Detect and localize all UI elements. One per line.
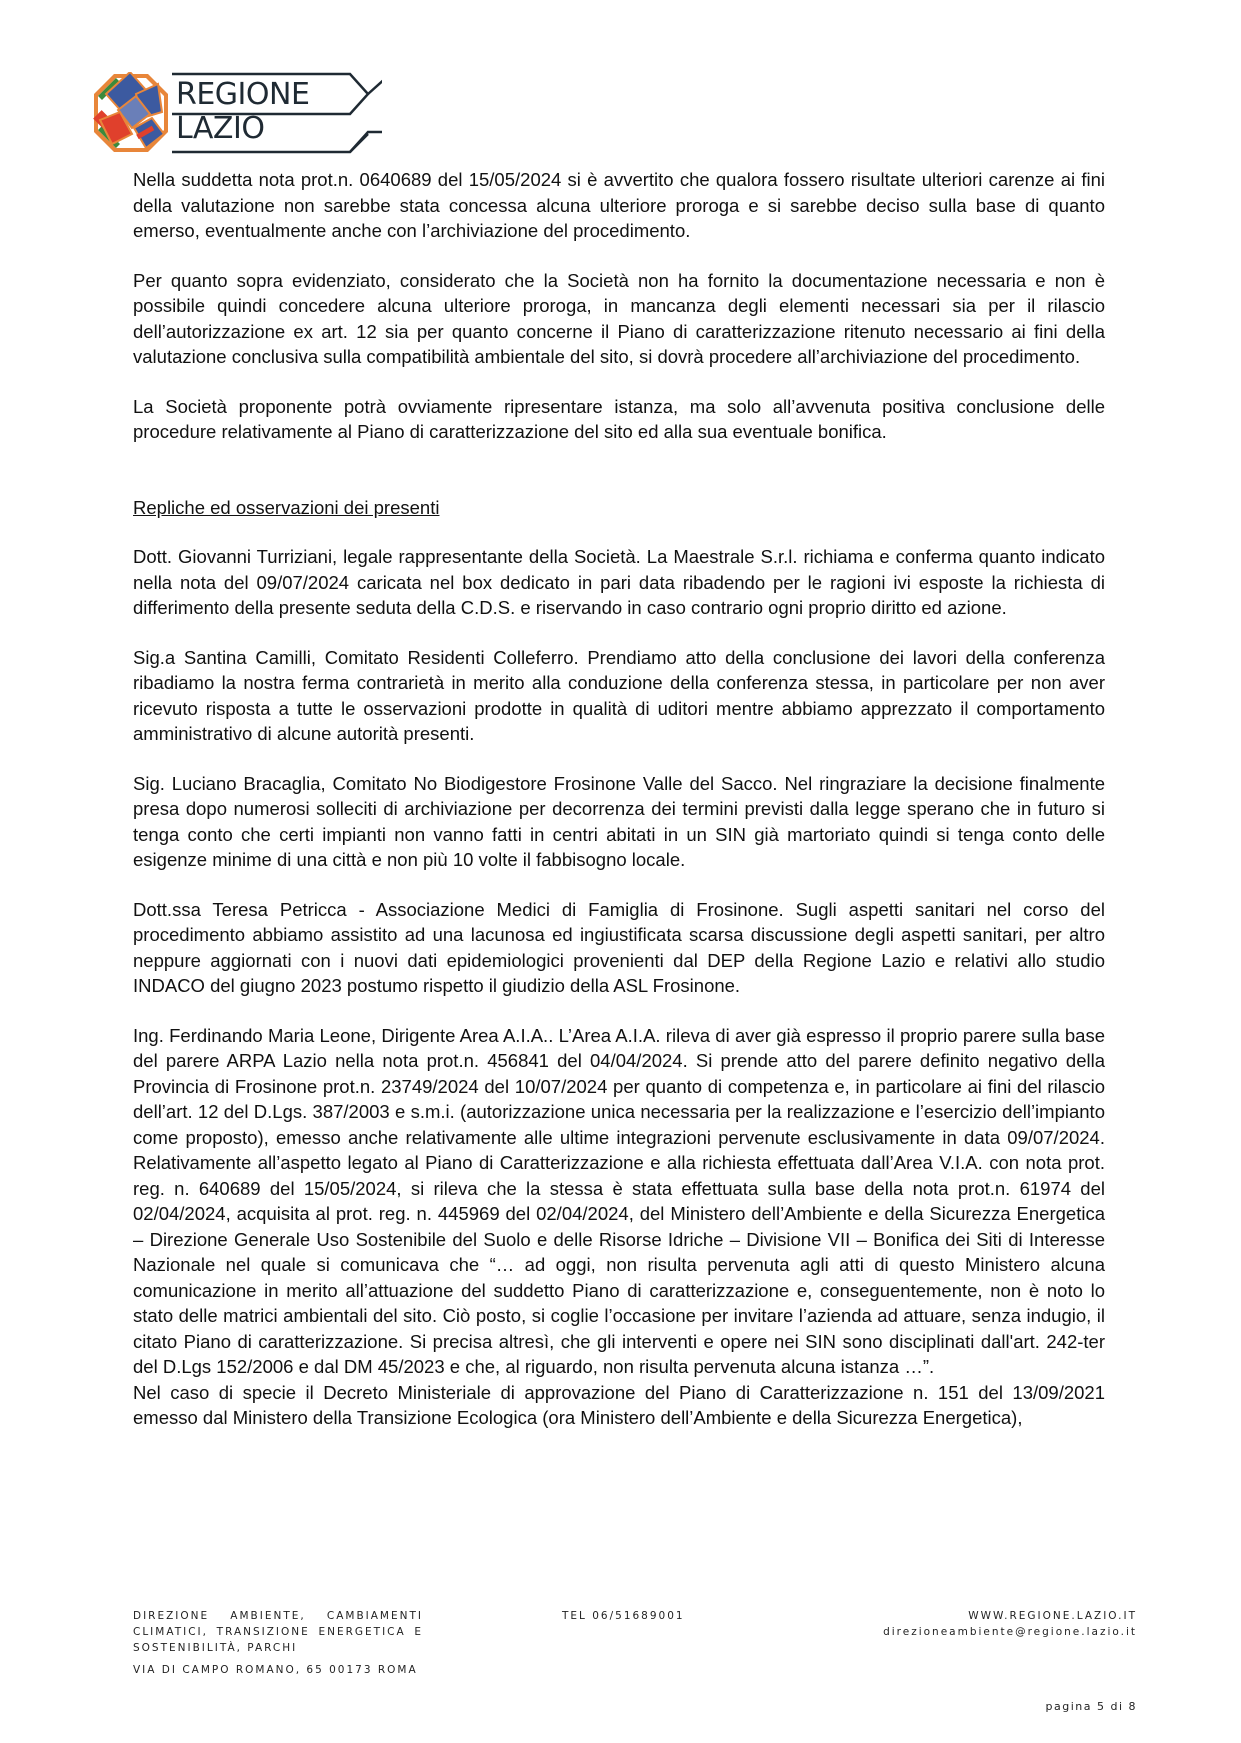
- reply-turriziani: Dott. Giovanni Turriziani, legale rappresentante della Società. La Maestrale S.r.l. richiama e conferma quanto indicato nella nota del 09/07/2024 caricata nel box dedicato in pari data ribadendo per le ragioni ivi esposte la richiesta di differimento della presente seduta della C.D.S. e riservando in caso contrario ogni proprio diritto ed azione.: [133, 546, 1105, 618]
- footer-phone: TEL 06/51689001: [562, 1610, 685, 1622]
- paragraph-1: Nella suddetta nota prot.n. 0640689 del 15/05/2024 si è avvertito che qualora fossero risultate ulteriori carenze ai fini della valutazione non sarebbe stata concessa alcuna ulteriore proroga e si sarebbe deciso sulla base di quanto emerso, eventualmente anche con l’archiviazione del procedimento.: [133, 169, 1105, 241]
- footer-department: [133, 1608, 423, 1678]
- paragraph-2: Per quanto sopra evidenziato, considerato che la Società non ha fornito la documentazione necessaria e non è possibile quindi concedere alcuna ulteriore proroga, in mancanza degli elementi necessari sia per il rilascio dell’autorizzazione ex art. 12 sia per quanto concerne il Piano di caratterizzazione ritenuto necessario ai fini della valutazione conclusiva sulla compatibilità ambientale del sito, si dovrà procedere all’archiviazione del procedimento.: [133, 269, 1105, 367]
- footer-department-name: DIREZIONE AMBIENTE, CAMBIAMENTI CLIMATICI, TRANSIZIONE ENERGETICA E SOSTENIBILITÀ, PARCHI: [133, 1610, 423, 1654]
- header-logo: [92, 72, 392, 154]
- regione-lazio-emblem-icon: [92, 72, 170, 154]
- reply-leone: Ing. Ferdinando Maria Leone, Dirigente Area A.I.A.. L’Area A.I.A. rileva di aver già espresso il proprio parere sulla base del parere ARPA Lazio nella nota prot.n. 456841 del 04/04/2024. Si prende atto del parere definito negativo della Provincia di Frosinone prot.n. 23749/2024 del 10/07/2024 per quanto di competenza e, in particolare ai fini del rilascio dell’art. 12 del D.Lgs. 387/2003 e s.m.i. (autorizzazione unica necessaria per la realizzazione e l’esercizio dell’impianto come proposto), emesso anche relativamente alle ultime integrazioni pervenute esclusivamente in data 09/07/2024. Relativamente all’aspetto legato al Piano di Caratterizzazione e alla richiesta effettuata dall’Area V.I.A. con nota prot. reg. n. 640689 del 15/05/2024, si rileva che la stessa è stata effettuata sulla base della nota prot.n. 61974 del 02/04/2024, acquisita al prot. reg. n. 445969 del 02/04/2024, del Ministero dell’Ambiente e della Sicurezza Energetica – Direzione Generale Uso Sostenibile del Suolo e delle Risorse Idriche – Divisione VII – Bonifica dei Siti di Interesse Nazionale nel quale si comunicava che “… ad oggi, non risulta pervenuta agli atti di questo Ministero alcuna comunicazione in merito all’attuazione del suddetto Piano di caratterizzazione e, conseguentemente, non è noto lo stato delle matrici ambientali del sito. Ciò posto, si coglie l’occasione per invitare l’azienda ad attuare, senza indugio, il citato Piano di caratterizzazione. Si precisa altresì, che gli interventi e opere nei SIN sono disciplinati dall'art. 242-ter del D.Lgs 152/2006 e dal DM 45/2023 e che, al riguardo, non risulta pervenuta alcuna istanza …”.: [133, 1024, 1105, 1377]
- footer-contacts: [883, 1608, 1137, 1640]
- paragraph-3: La Società proponente potrà ovviamente ripresentare istanza, ma solo all’avvenuta positiva conclusione delle procedure relativamente al Piano di caratterizzazione del sito ed alla sua eventuale bonifica.: [133, 395, 1105, 442]
- reply-camilli: Sig.a Santina Camilli, Comitato Residenti Colleferro. Prendiamo atto della conclusione dei lavori della conferenza ribadiamo la nostra ferma contrarietà in merito alla conduzione della conferenza stessa, in particolare per non aver ricevuto risposta a tutte le osservazioni prodotte in qualità di uditori mentre abbiamo apprezzato il comportamento amministrativo di alcune autorità presenti.: [133, 646, 1105, 744]
- logo-line-regione: REGIONE: [176, 77, 310, 112]
- reply-bracaglia: Sig. Luciano Bracaglia, Comitato No Biodigestore Frosinone Valle del Sacco. Nel ringraziare la decisione finalmente presa dopo numerosi solleciti di archiviazione per decorrenza dei termini previsti dalla legge sperano che in futuro si tenga conto che certi impianti non vanno fatti in centri abitati in un SIN già martoriato quindi si tenga conto delle esigenze minime di una città e non più 10 volte il fabbisogno locale.: [133, 772, 1105, 870]
- reply-petricca: Dott.ssa Teresa Petricca - Associazione Medici di Famiglia di Frosinone. Sugli aspetti sanitari nel corso del procedimento abbiamo assistito ad una lacunosa ed ingiustificata scarsa discussione degli aspetti sanitari, per altro neppure aggiornati con i nuovi dati epidemiologici provenienti dal DEP della Regione Lazio e relativi allo studio INDACO del giugno 2023 postumo rispetto il giudizio della ASL Frosinone.: [133, 898, 1105, 996]
- logo-line-lazio: LAZIO: [176, 111, 265, 146]
- section-heading: Repliche ed osservazioni dei presenti: [133, 496, 440, 518]
- document-body: [133, 167, 1105, 1431]
- footer-website-link[interactable]: WWW.REGIONE.LAZIO.IT: [968, 1610, 1137, 1622]
- page-number: pagina 5 di 8: [1045, 1700, 1137, 1713]
- footer-address: VIA DI CAMPO ROMANO, 65 00173 ROMA: [133, 1664, 418, 1676]
- footer-email-link[interactable]: direzioneambiente@regione.lazio.it: [883, 1626, 1137, 1638]
- reply-leone-continued: Nel caso di specie il Decreto Ministeriale di approvazione del Piano di Caratterizzazione n. 151 del 13/09/2021 emesso dal Ministero della Transizione Ecologica (ora Ministero dell’Ambiente e della Sicurezza Energetica),: [133, 1381, 1105, 1428]
